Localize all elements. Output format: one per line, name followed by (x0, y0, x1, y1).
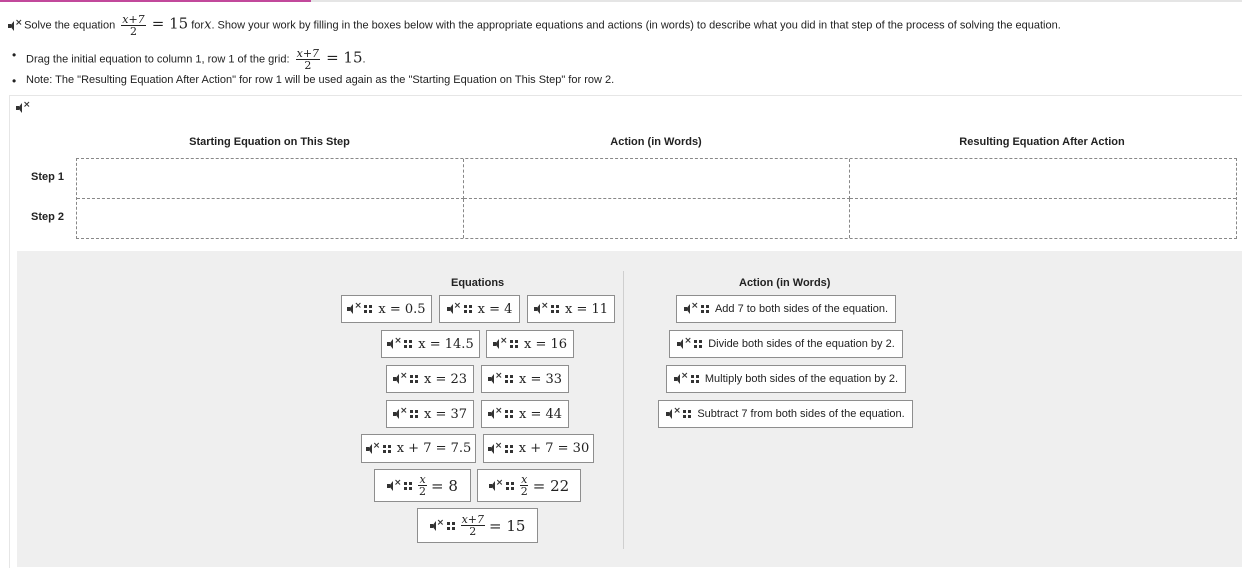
speaker-icon[interactable]: × (534, 304, 547, 314)
drop-zone-step1-starting[interactable] (77, 159, 464, 199)
equation-tile[interactable]: × x = 11 (527, 295, 615, 323)
speaker-icon[interactable]: × (666, 409, 679, 419)
drag-handle-icon[interactable] (447, 522, 455, 530)
action-tile[interactable]: × Multiply both sides of the equation by 2. (666, 365, 906, 393)
drop-zone-step2-starting[interactable] (77, 199, 464, 238)
speaker-icon[interactable]: × (8, 21, 21, 31)
speaker-icon[interactable]: × (430, 521, 443, 531)
equation-tile[interactable]: × x = 4 (439, 295, 520, 323)
drag-handle-icon[interactable] (701, 305, 709, 313)
progress-bar (0, 0, 1242, 2)
row-label-step-1: Step 1 (31, 171, 65, 183)
prompt-text-pre: Solve the equation (24, 19, 116, 32)
drag-handle-icon[interactable] (505, 410, 513, 418)
bank-divider (623, 271, 624, 549)
equation-tile[interactable]: × x = 44 (481, 400, 569, 428)
drag-handle-icon[interactable] (505, 445, 513, 453)
drag-handle-icon[interactable] (505, 375, 513, 383)
drag-bank (17, 251, 1242, 567)
drag-handle-icon[interactable] (404, 340, 412, 348)
speaker-icon[interactable]: × (393, 374, 406, 384)
speaker-icon[interactable]: × (674, 374, 687, 384)
equation-tile[interactable]: × x = 33 (481, 365, 569, 393)
speaker-icon[interactable]: × (493, 339, 506, 349)
drag-handle-icon[interactable] (364, 305, 372, 313)
prompt-text-post: . Show your work by filling in the boxes below with the appropriate equations and actions (in words) to describe what you did in that step of the process of solving the equation. (211, 19, 1061, 32)
action-tile[interactable]: × Divide both sides of the equation by 2. (669, 330, 903, 358)
prompt-equals: = 15 (151, 14, 189, 33)
equation-tile[interactable]: × $\frac{x+7}{2}$ = 15 (417, 508, 538, 543)
speaker-icon[interactable]: × (677, 339, 690, 349)
speaker-icon[interactable]: × (347, 304, 360, 314)
drop-zone-step1-action[interactable] (464, 159, 850, 199)
drag-handle-icon[interactable] (383, 445, 391, 453)
drag-handle-icon[interactable] (691, 375, 699, 383)
column-header-action: Action (in Words) (610, 136, 702, 148)
actions-header: Action (in Words) (739, 277, 831, 289)
drop-zone-step2-action[interactable] (464, 199, 850, 238)
prompt-for: for (191, 19, 205, 32)
instruction-bullet-1: • Drag the initial equation to column 1, row 1 of the grid: $\frac{x+7}{2}$ = 15. (26, 48, 366, 71)
speaker-icon[interactable]: × (488, 444, 501, 454)
speaker-icon[interactable]: × (16, 103, 29, 113)
drop-zone-step1-resulting[interactable] (850, 159, 1236, 199)
column-header-resulting: Resulting Equation After Action (959, 136, 1125, 148)
speaker-icon[interactable]: × (684, 304, 697, 314)
prompt-var: x (204, 17, 212, 33)
speaker-icon[interactable]: × (393, 409, 406, 419)
bullet-fraction: $\frac{x+7}{2}$ (296, 47, 320, 72)
progress-fill (0, 0, 311, 2)
equation-tile[interactable]: × $\frac{x}{2}$ = 8 (374, 469, 471, 502)
instruction-bullet-2: • Note: The "Resulting Equation After Action" for row 1 will be used again as the "Starting Equation on This Step" for row 2. (26, 74, 614, 86)
equations-header: Equations (451, 277, 505, 289)
drag-handle-icon[interactable] (506, 482, 514, 490)
equation-tile[interactable]: × $\frac{x}{2}$ = 22 (477, 469, 581, 502)
drag-handle-icon[interactable] (464, 305, 472, 313)
tile-fraction: $\frac{x}{2}$ (520, 473, 528, 498)
column-header-starting: Starting Equation on This Step (189, 136, 350, 148)
tile-fraction: $\frac{x+7}{2}$ (461, 513, 484, 538)
speaker-icon[interactable]: × (489, 481, 502, 491)
action-tile[interactable]: × Subtract 7 from both sides of the equation. (658, 400, 913, 428)
question-prompt (8, 14, 1061, 37)
equation-tile[interactable]: × x = 23 (386, 365, 474, 393)
drag-handle-icon[interactable] (510, 340, 518, 348)
equation-tile[interactable]: × x + 7 = 7.5 (361, 434, 476, 463)
equation-tile[interactable]: × x = 37 (386, 400, 474, 428)
speaker-icon[interactable]: × (387, 339, 400, 349)
speaker-icon[interactable]: × (488, 374, 501, 384)
drop-zone-step2-resulting[interactable] (850, 199, 1236, 238)
answer-grid (76, 158, 1237, 239)
speaker-icon[interactable]: × (488, 409, 501, 419)
drag-handle-icon[interactable] (410, 410, 418, 418)
row-label-step-2: Step 2 (31, 211, 65, 223)
equation-tile[interactable]: × x = 16 (486, 330, 574, 358)
drag-handle-icon[interactable] (551, 305, 559, 313)
drag-handle-icon[interactable] (404, 482, 412, 490)
equation-tile[interactable]: × x = 0.5 (341, 295, 432, 323)
prompt-fraction: $\frac{x+7}{2}$ (122, 13, 145, 38)
drag-handle-icon[interactable] (694, 340, 702, 348)
tile-fraction: $\frac{x}{2}$ (419, 473, 427, 498)
drag-handle-icon[interactable] (683, 410, 691, 418)
equation-tile[interactable]: × x + 7 = 30 (483, 434, 594, 463)
equation-tile[interactable]: × x = 14.5 (381, 330, 480, 358)
drag-handle-icon[interactable] (410, 375, 418, 383)
speaker-icon[interactable]: × (366, 444, 379, 454)
speaker-icon[interactable]: × (447, 304, 460, 314)
action-tile[interactable]: × Add 7 to both sides of the equation. (676, 295, 896, 323)
speaker-icon[interactable]: × (387, 481, 400, 491)
